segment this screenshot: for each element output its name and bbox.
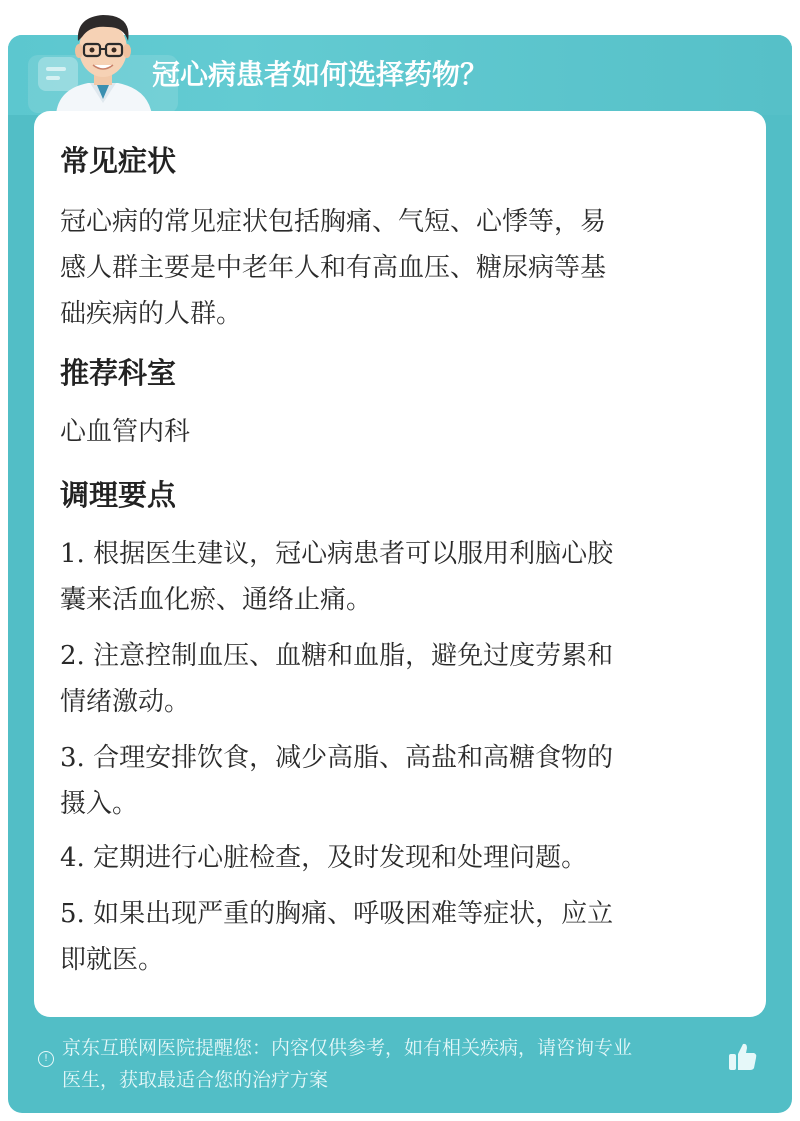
thumbs-up-icon[interactable] [726,1040,760,1074]
list-number: 5. [60,899,85,929]
list-item [60,735,730,827]
list-item [60,531,730,623]
list-text: 情绪激动。 [60,687,191,717]
disclaimer-line: 医生，获取最适合您的治疗方案 [62,1069,329,1091]
disclaimer-line: 京东互联网医院提醒您：内容仅供参考，如有相关疾病，请咨询专业 [62,1037,633,1059]
list-text: 摄入。 [60,789,139,819]
department-line: 心血管内科 [60,417,191,447]
symptoms-line: 础疾病的人群。 [60,299,243,329]
symptoms-line: 感人群主要是中老年人和有高血压、糖尿病等基 [60,253,607,283]
symptoms-text [60,199,730,337]
list-text: 囊来活血化瘀、通络止痛。 [60,585,373,615]
list-text: 根据医生建议，冠心病患者可以服用利脑心胶 [93,539,614,569]
list-text: 即就医。 [60,945,165,975]
list-text: 注意控制血压、血糖和血脂，避免过度劳累和 [93,641,614,671]
section-title-symptoms: 常见症状 [60,144,177,178]
symptoms-line: 冠心病的常见症状包括胸痛、气短、心悸等，易 [60,207,607,237]
content-card [34,111,766,1017]
list-item [60,633,730,725]
list-item [60,835,730,881]
list-text: 如果出现严重的胸痛、呼吸困难等症状，应立 [93,899,614,929]
list-text: 合理安排饮食，减少高脂、高盐和高糖食物的 [93,743,614,773]
doctor-avatar [48,7,158,115]
section-title-care-points: 调理要点 [60,478,177,512]
list-number: 1. [60,539,85,569]
department-text [60,409,730,455]
section-title-department: 推荐科室 [60,356,177,390]
list-number: 2. [60,641,85,671]
list-number: 4. [60,843,85,873]
list-item [60,891,730,983]
list-text: 定期进行心脏检查，及时发现和处理问题。 [93,843,588,873]
disclaimer-text [62,1032,732,1096]
list-number: 3. [60,743,85,773]
page-title: 冠心病患者如何选择药物？ [152,58,489,91]
info-icon: ! [38,1051,54,1067]
